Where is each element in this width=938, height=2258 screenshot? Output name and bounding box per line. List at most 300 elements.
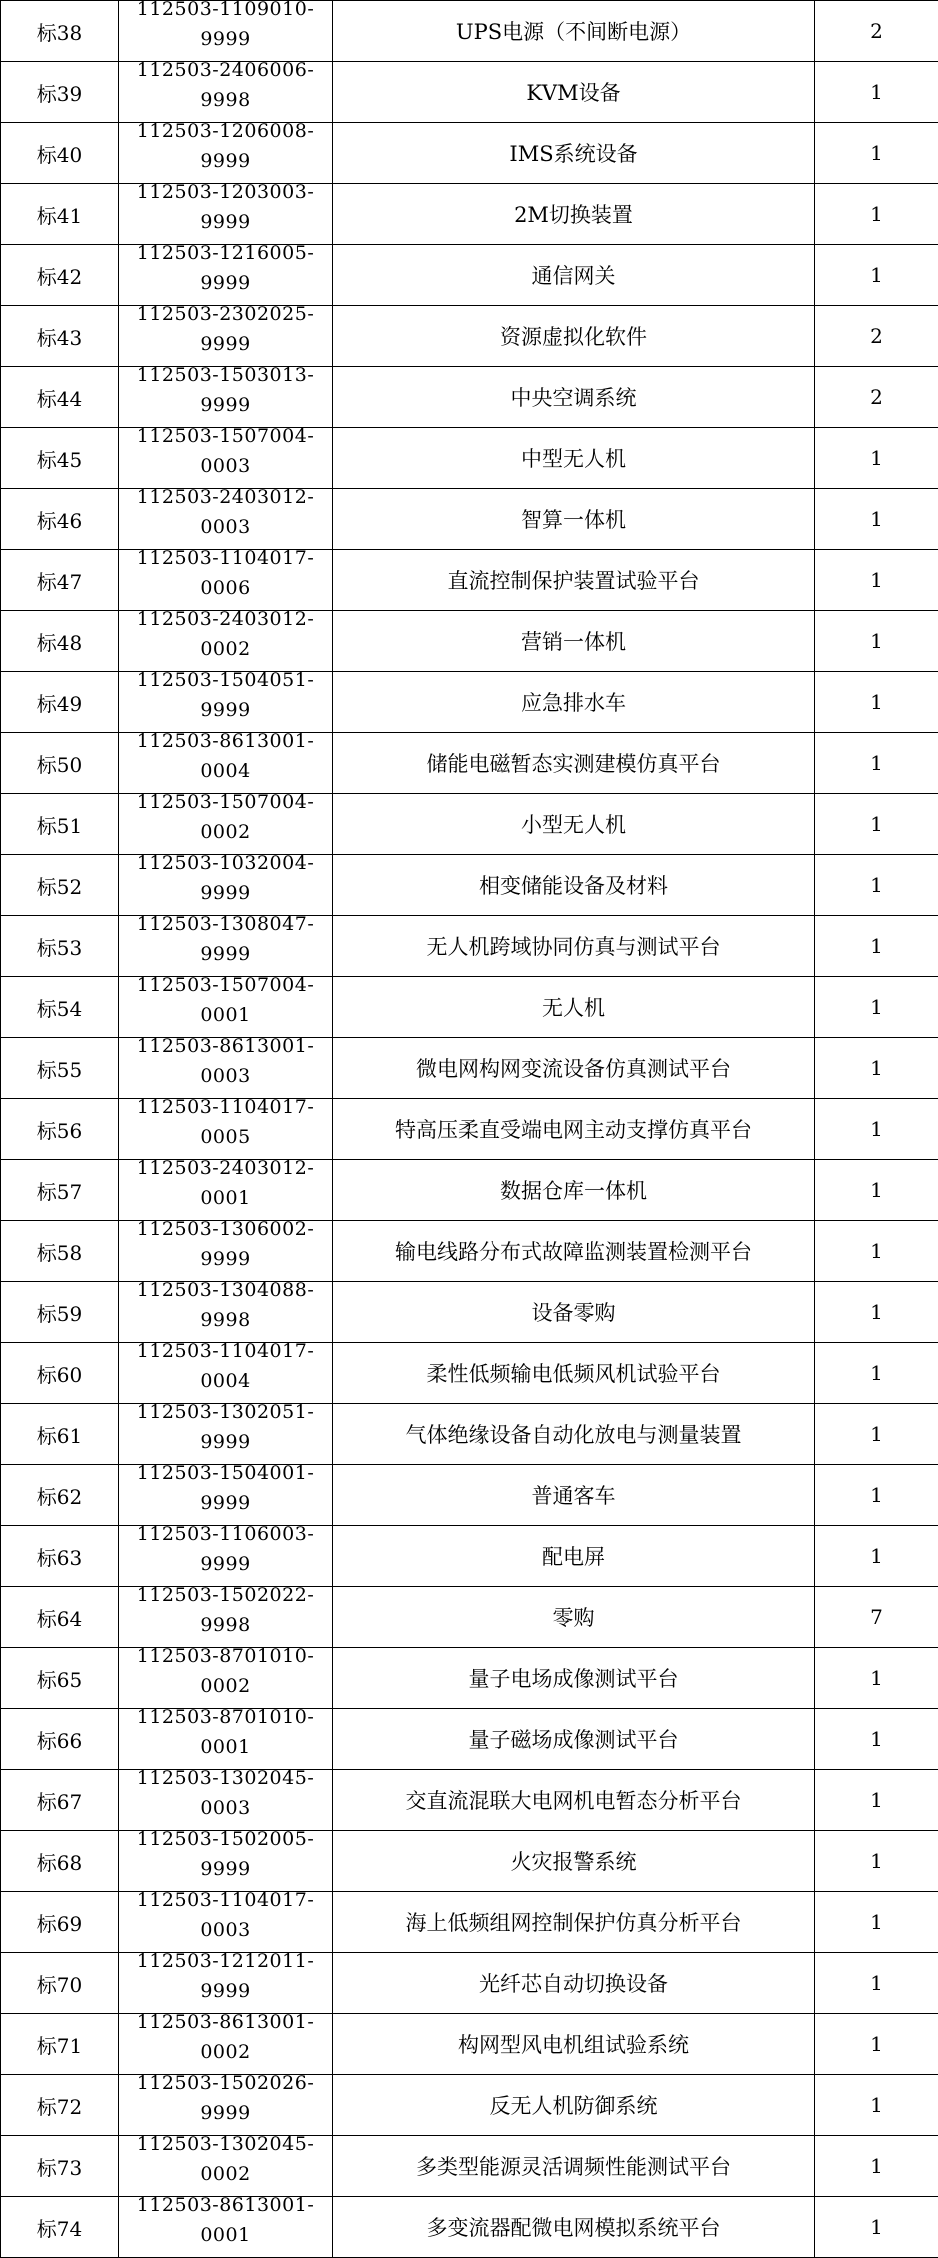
bid-number-cell: [1, 245, 119, 306]
material-code-line1: 112503-2403012-: [137, 611, 315, 631]
quantity-cell: [815, 2136, 938, 2197]
material-code: [119, 1343, 332, 1397]
item-name: KVM设备: [526, 81, 620, 105]
material-code-cell: [119, 1221, 333, 1282]
bid-number-cell: [1, 550, 119, 611]
item-name: 相变储能设备及材料: [479, 874, 668, 898]
table-row: [1, 1343, 938, 1404]
material-code-line2: 9999: [200, 150, 250, 172]
material-code-line1: 112503-8701010-: [137, 1709, 315, 1729]
material-code: [119, 1099, 332, 1153]
item-name-cell: [333, 123, 815, 184]
material-code: [119, 1465, 332, 1519]
material-code-cell: [119, 428, 333, 489]
bid-number-cell: [1, 1587, 119, 1648]
item-name-cell: [333, 550, 815, 611]
item-name-cell: [333, 1465, 815, 1526]
bid-number: 标54: [37, 997, 82, 1021]
item-name-cell: [333, 2014, 815, 2075]
quantity: 1: [870, 751, 883, 775]
item-name: 无人机: [542, 996, 605, 1020]
table-row: [1, 1404, 938, 1465]
bid-number-cell: [1, 1038, 119, 1099]
material-code-line1: 112503-8613001-: [137, 1038, 315, 1058]
bid-number: 标65: [37, 1668, 82, 1692]
bid-number-cell: [1, 1770, 119, 1831]
material-code-line2: 9999: [200, 1858, 250, 1880]
item-name-cell: [333, 1099, 815, 1160]
quantity: 2: [870, 19, 883, 43]
bid-number-cell: [1, 1526, 119, 1587]
material-code-line2: 9999: [200, 2102, 250, 2124]
item-name: 中央空调系统: [511, 386, 637, 410]
quantity-cell: [815, 1160, 938, 1221]
material-code-cell: [119, 977, 333, 1038]
material-code: [119, 367, 332, 421]
bid-number-cell: [1, 1343, 119, 1404]
item-name: 应急排水车: [521, 691, 626, 715]
material-code-line1: 112503-1216005-: [137, 245, 315, 265]
item-name: 零购: [553, 1606, 595, 1630]
material-code-line2: 9999: [200, 333, 250, 355]
item-name-cell: [333, 1404, 815, 1465]
table-row: [1, 855, 938, 916]
item-name: 反无人机防御系统: [490, 2094, 658, 2118]
bid-number-cell: [1, 1160, 119, 1221]
item-name-cell: [333, 2197, 815, 2258]
item-name: 资源虚拟化软件: [500, 325, 647, 349]
material-code-cell: [119, 1709, 333, 1770]
material-code: [119, 245, 332, 299]
material-code-line1: 112503-1302045-: [137, 1770, 315, 1790]
material-code-line2: 0001: [200, 1736, 250, 1758]
material-code-line1: 112503-1109010-: [137, 1, 315, 21]
quantity: 1: [870, 1422, 883, 1446]
bid-number-cell: [1, 1709, 119, 1770]
material-code-line2: 9999: [200, 272, 250, 294]
item-name-cell: [333, 2075, 815, 2136]
item-name-cell: [333, 672, 815, 733]
quantity-cell: [815, 977, 938, 1038]
material-code-line2: 0001: [200, 2224, 250, 2246]
quantity-cell: [815, 1, 938, 62]
item-name-cell: [333, 245, 815, 306]
material-code-line1: 112503-1306002-: [137, 1221, 315, 1241]
table-row: [1, 2014, 938, 2075]
bid-number: 标42: [37, 265, 82, 289]
material-code: [119, 794, 332, 848]
material-code-cell: [119, 855, 333, 916]
material-code-line1: 112503-1502005-: [137, 1831, 315, 1851]
quantity-cell: [815, 1038, 938, 1099]
material-code-cell: [119, 1282, 333, 1343]
table-row: [1, 428, 938, 489]
material-code-line1: 112503-1106003-: [137, 1526, 315, 1546]
material-code: [119, 2014, 332, 2068]
item-name: 数据仓库一体机: [500, 1179, 647, 1203]
quantity: 1: [870, 263, 883, 287]
quantity: 2: [870, 385, 883, 409]
material-code-cell: [119, 2014, 333, 2075]
material-code-line2: 0003: [200, 1797, 250, 1819]
item-name-cell: [333, 1282, 815, 1343]
material-code-line1: 112503-2302025-: [137, 306, 315, 326]
material-code-line1: 112503-8701010-: [137, 1648, 315, 1668]
table-row: [1, 306, 938, 367]
material-code-line2: 9998: [200, 1614, 250, 1636]
table-row: [1, 1160, 938, 1221]
material-code-cell: [119, 1892, 333, 1953]
bid-number: 标56: [37, 1119, 82, 1143]
material-code: [119, 1587, 332, 1641]
table-row: [1, 1526, 938, 1587]
table-row: [1, 2075, 938, 2136]
table-row: [1, 2136, 938, 2197]
quantity-cell: [815, 733, 938, 794]
quantity: 1: [870, 873, 883, 897]
item-name: 中型无人机: [521, 447, 626, 471]
material-code: [119, 916, 332, 970]
material-code-line2: 9999: [200, 28, 250, 50]
quantity: 1: [870, 1666, 883, 1690]
material-code-line1: 112503-1503013-: [137, 367, 315, 387]
quantity: 1: [870, 1910, 883, 1934]
quantity-cell: [815, 1709, 938, 1770]
bid-number: 标55: [37, 1058, 82, 1082]
material-code-line1: 112503-1104017-: [137, 550, 315, 570]
quantity-cell: [815, 855, 938, 916]
quantity: 1: [870, 2093, 883, 2117]
material-code: [119, 62, 332, 116]
item-name: 普通客车: [532, 1484, 616, 1508]
material-code: [119, 550, 332, 604]
material-code-line2: 9998: [200, 1309, 250, 1331]
material-code-line2: 9998: [200, 89, 250, 111]
quantity: 1: [870, 1788, 883, 1812]
bid-number-cell: [1, 2014, 119, 2075]
quantity: 1: [870, 446, 883, 470]
material-code-cell: [119, 1587, 333, 1648]
table-row: [1, 367, 938, 428]
material-code-line2: 9999: [200, 699, 250, 721]
bid-number-cell: [1, 489, 119, 550]
material-code-line2: 9999: [200, 211, 250, 233]
bid-number-cell: [1, 1099, 119, 1160]
table-row: [1, 1953, 938, 2014]
material-code-line2: 9999: [200, 1553, 250, 1575]
bid-number: 标48: [37, 631, 82, 655]
material-code: [119, 1648, 332, 1702]
quantity: 1: [870, 2032, 883, 2056]
bid-number-cell: [1, 306, 119, 367]
material-code: [119, 1953, 332, 2007]
quantity-cell: [815, 428, 938, 489]
quantity: 1: [870, 1361, 883, 1385]
item-name-cell: [333, 855, 815, 916]
material-code-line2: 0003: [200, 1919, 250, 1941]
item-name-cell: [333, 1160, 815, 1221]
table-row: [1, 916, 938, 977]
table-row: [1, 1465, 938, 1526]
quantity: 1: [870, 80, 883, 104]
material-code-line1: 112503-1212011-: [137, 1953, 315, 1973]
item-name-cell: [333, 184, 815, 245]
material-code-line2: 9999: [200, 1492, 250, 1514]
quantity-cell: [815, 1648, 938, 1709]
material-code: [119, 1709, 332, 1763]
material-code-line1: 112503-1304088-: [137, 1282, 315, 1302]
item-name: 气体绝缘设备自动化放电与测量装置: [406, 1423, 742, 1447]
bid-number: 标59: [37, 1302, 82, 1326]
bid-number-cell: [1, 367, 119, 428]
bid-number: 标73: [37, 2156, 82, 2180]
bid-number: 标46: [37, 509, 82, 533]
item-name: 构网型风电机组试验系统: [458, 2033, 689, 2057]
material-code: [119, 2197, 332, 2251]
bid-number: 标45: [37, 448, 82, 472]
bid-number-cell: [1, 1282, 119, 1343]
material-code: [119, 977, 332, 1031]
material-code-line2: 0002: [200, 1675, 250, 1697]
material-code: [119, 2075, 332, 2129]
quantity-cell: [815, 672, 938, 733]
bid-number: 标58: [37, 1241, 82, 1265]
table-row: [1, 2197, 938, 2258]
material-code-line1: 112503-2403012-: [137, 489, 315, 509]
material-code-line1: 112503-1502026-: [137, 2075, 315, 2095]
table-row: [1, 1038, 938, 1099]
bid-number: 标63: [37, 1546, 82, 1570]
bid-number: 标41: [37, 204, 82, 228]
material-code-line2: 0001: [200, 1187, 250, 1209]
bid-number-cell: [1, 428, 119, 489]
bid-number-cell: [1, 1953, 119, 2014]
item-name: 配电屏: [542, 1545, 605, 1569]
quantity-cell: [815, 2014, 938, 2075]
material-code: [119, 428, 332, 482]
bid-number: 标68: [37, 1851, 82, 1875]
material-code-line1: 112503-1206008-: [137, 123, 315, 143]
material-code-cell: [119, 794, 333, 855]
material-code-line1: 112503-8613001-: [137, 2014, 315, 2034]
item-name-cell: [333, 916, 815, 977]
material-code: [119, 672, 332, 726]
material-code-line2: 9999: [200, 1431, 250, 1453]
material-code-line1: 112503-1203003-: [137, 184, 315, 204]
item-name-cell: [333, 1343, 815, 1404]
item-name: 无人机跨域协同仿真与测试平台: [427, 935, 721, 959]
item-name: 交直流混联大电网机电暂态分析平台: [406, 1789, 742, 1813]
quantity: 1: [870, 1971, 883, 1995]
material-code-line2: 0003: [200, 455, 250, 477]
table-body: [1, 1, 938, 2258]
material-code-cell: [119, 1038, 333, 1099]
material-code-cell: [119, 1526, 333, 1587]
item-name: 智算一体机: [521, 508, 626, 532]
item-name: 柔性低频输电低频风机试验平台: [427, 1362, 721, 1386]
material-code-cell: [119, 245, 333, 306]
material-code: [119, 2136, 332, 2190]
quantity-cell: [815, 611, 938, 672]
bid-number: 标38: [37, 21, 82, 45]
material-code-line1: 112503-8613001-: [137, 2197, 315, 2217]
material-code: [119, 1831, 332, 1885]
quantity-cell: [815, 1099, 938, 1160]
material-code-line1: 112503-1504001-: [137, 1465, 315, 1485]
item-name: 设备零购: [532, 1301, 616, 1325]
item-name-cell: [333, 1587, 815, 1648]
material-code: [119, 123, 332, 177]
item-name: 小型无人机: [521, 813, 626, 837]
material-code-line2: 9999: [200, 1248, 250, 1270]
item-name: 量子电场成像测试平台: [469, 1667, 679, 1691]
quantity-cell: [815, 489, 938, 550]
material-code-cell: [119, 733, 333, 794]
quantity: 1: [870, 1239, 883, 1263]
item-name-cell: [333, 489, 815, 550]
material-code-line2: 0001: [200, 1004, 250, 1026]
table-row: [1, 794, 938, 855]
quantity: 1: [870, 202, 883, 226]
material-code-line2: 0004: [200, 760, 250, 782]
quantity-cell: [815, 2075, 938, 2136]
material-code-cell: [119, 1465, 333, 1526]
table-row: [1, 1221, 938, 1282]
table-row: [1, 123, 938, 184]
table-row: [1, 733, 938, 794]
material-code-line2: 0003: [200, 516, 250, 538]
bid-number: 标52: [37, 875, 82, 899]
material-code: [119, 1160, 332, 1214]
material-code-cell: [119, 672, 333, 733]
material-code-cell: [119, 123, 333, 184]
item-name-cell: [333, 611, 815, 672]
bid-number: 标67: [37, 1790, 82, 1814]
quantity-cell: [815, 1343, 938, 1404]
quantity: 1: [870, 1544, 883, 1568]
material-code: [119, 1404, 332, 1458]
bid-number: 标69: [37, 1912, 82, 1936]
quantity: 1: [870, 690, 883, 714]
item-name: 输电线路分布式故障监测装置检测平台: [395, 1240, 752, 1264]
bid-number-cell: [1, 611, 119, 672]
material-code-line2: 0002: [200, 821, 250, 843]
item-name-cell: [333, 306, 815, 367]
bid-number: 标43: [37, 326, 82, 350]
material-code-line2: 9999: [200, 943, 250, 965]
table-row: [1, 489, 938, 550]
quantity-cell: [815, 1892, 938, 1953]
quantity-cell: [815, 1831, 938, 1892]
material-code-cell: [119, 1099, 333, 1160]
bid-number: 标39: [37, 82, 82, 106]
bid-number: 标62: [37, 1485, 82, 1509]
bid-number: 标70: [37, 1973, 82, 1997]
table-row: [1, 1587, 938, 1648]
bid-number-cell: [1, 1, 119, 62]
table-row: [1, 62, 938, 123]
quantity-cell: [815, 916, 938, 977]
quantity-cell: [815, 306, 938, 367]
table-row: [1, 1282, 938, 1343]
table-row: [1, 1709, 938, 1770]
bid-number-cell: [1, 2197, 119, 2258]
bid-number-cell: [1, 2136, 119, 2197]
material-code-line1: 112503-2403012-: [137, 1160, 315, 1180]
item-name-cell: [333, 1831, 815, 1892]
quantity-cell: [815, 1770, 938, 1831]
quantity-cell: [815, 1404, 938, 1465]
material-code-line1: 112503-1507004-: [137, 794, 315, 814]
bid-number: 标61: [37, 1424, 82, 1448]
material-code-cell: [119, 1, 333, 62]
material-code: [119, 1, 332, 55]
bid-number-cell: [1, 1404, 119, 1465]
material-code: [119, 1892, 332, 1946]
bid-number-cell: [1, 62, 119, 123]
quantity: 1: [870, 1849, 883, 1873]
material-code: [119, 1221, 332, 1275]
item-name: 微电网构网变流设备仿真测试平台: [416, 1057, 731, 1081]
item-name-cell: [333, 428, 815, 489]
material-code-line1: 112503-2406006-: [137, 62, 315, 82]
quantity: 1: [870, 934, 883, 958]
material-code-line2: 0002: [200, 2041, 250, 2063]
item-name-cell: [333, 977, 815, 1038]
item-name-cell: [333, 1221, 815, 1282]
material-code-cell: [119, 2075, 333, 2136]
item-name: UPS电源（不间断电源）: [456, 20, 691, 44]
quantity-cell: [815, 123, 938, 184]
item-name: 通信网关: [532, 264, 616, 288]
quantity: 1: [870, 1483, 883, 1507]
item-name-cell: [333, 1038, 815, 1099]
material-code-line1: 112503-8613001-: [137, 733, 315, 753]
material-code-line2: 9999: [200, 394, 250, 416]
material-code-line1: 112503-1104017-: [137, 1892, 315, 1912]
table-row: [1, 1831, 938, 1892]
bid-number: 标60: [37, 1363, 82, 1387]
material-code: [119, 1526, 332, 1580]
bid-number-cell: [1, 794, 119, 855]
bid-number-cell: [1, 733, 119, 794]
bid-number: 标57: [37, 1180, 82, 1204]
table-row: [1, 977, 938, 1038]
bid-number-cell: [1, 1831, 119, 1892]
material-code: [119, 489, 332, 543]
material-code-cell: [119, 2197, 333, 2258]
material-code-cell: [119, 489, 333, 550]
item-name-cell: [333, 1648, 815, 1709]
item-name-cell: [333, 1953, 815, 2014]
quantity: 1: [870, 2154, 883, 2178]
quantity-cell: [815, 245, 938, 306]
bid-number-cell: [1, 1221, 119, 1282]
quantity-cell: [815, 1221, 938, 1282]
table-row: [1, 611, 938, 672]
material-code-cell: [119, 1770, 333, 1831]
bid-number: 标40: [37, 143, 82, 167]
bid-number: 标51: [37, 814, 82, 838]
bid-number: 标49: [37, 692, 82, 716]
material-code-line2: 0002: [200, 638, 250, 660]
material-code-cell: [119, 1953, 333, 2014]
material-code-line1: 112503-1308047-: [137, 916, 315, 936]
quantity: 1: [870, 1727, 883, 1751]
material-code-cell: [119, 611, 333, 672]
table-row: [1, 1, 938, 62]
quantity-cell: [815, 794, 938, 855]
